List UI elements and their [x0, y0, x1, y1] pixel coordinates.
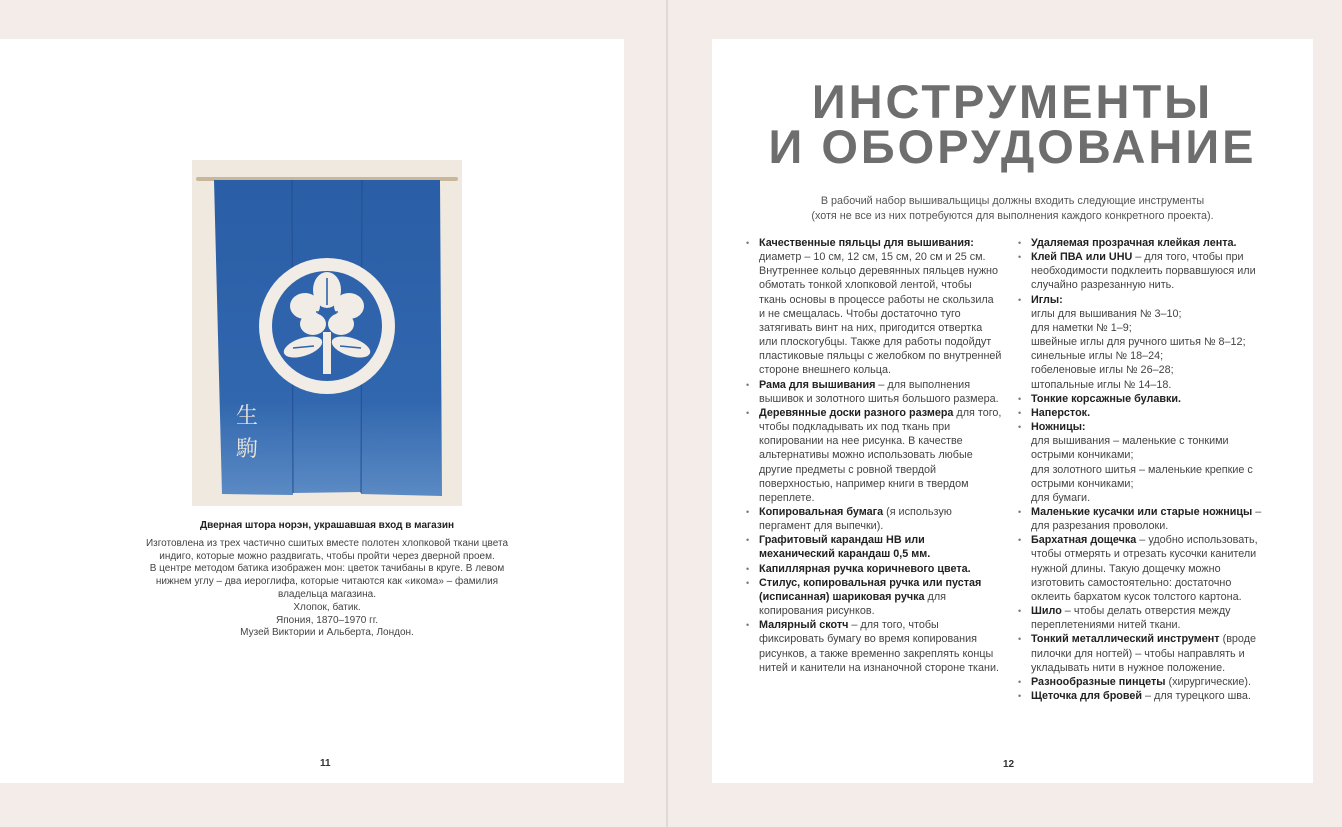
tool-name: Маленькие кусачки или старые ножницы — [1031, 505, 1253, 518]
caption-line: нижнем углу – два иероглифа, которые читаются как «икома» – фамилия — [155, 576, 499, 588]
tool-list-item — [1018, 406, 1274, 420]
caption-line: владельца магазина. — [277, 588, 376, 600]
tool-name: Наперсток. — [1031, 406, 1091, 419]
tool-description: – удобно использовать, чтобы отмерять и отрезать кусочки канители нужной длины. Такую дощечку можно изготовить самостоятельно: достаточно оклеить бархатом кусок толстого картона. — [1031, 534, 1258, 603]
page-number-right: 12 — [1003, 759, 1015, 770]
tool-list-item — [1018, 533, 1274, 604]
kanji-2: 駒 — [235, 437, 259, 462]
tool-list-item — [746, 406, 1002, 505]
tool-name: Удаляемая прозрачная клейкая лента. — [1031, 237, 1237, 249]
tool-description: (хирургические). — [1165, 675, 1252, 688]
tool-description: – для разрезания проволоки. — [1031, 505, 1262, 533]
tool-list-item — [1018, 505, 1274, 533]
tool-description: – для выполнения вышивок и золотного шитья большого размера. — [759, 378, 999, 405]
tool-name: Шило — [1031, 605, 1062, 618]
tool-description: диаметр – 10 см, 12 см, 15 см, 20 см и 25 см. Внутреннее кольцо деревянных пяльцев нужно обмотать тонкой хлопковой лентой, чтобы ткань основы в процессе работы не скользила и не смещалась. Чтобы достаточно туго затягивать винт на них, пригодится отвертка или плоскогубцы. Также для работы подойдут пластиковые пяльцы с желобком по внутренней стороне внешнего кольца. — [759, 251, 1002, 377]
tool-list-item — [746, 618, 1002, 675]
tool-subitem: синельные иглы № 18–24; — [1031, 350, 1164, 363]
tool-description: – для того, чтобы при необходимости подклеить порвавшуюся или случайно разрезанную нить. — [1031, 251, 1256, 292]
tool-name: Бархатная дощечка — [1031, 534, 1137, 547]
tools-list-right — [1018, 236, 1274, 703]
tool-list-item — [1018, 236, 1274, 250]
tool-name: Стилус, копировальная ручка или пустая (исписанная) шариковая ручка — [759, 576, 982, 603]
caption-title: Дверная штора норэн, украшавшая вход в магазин — [199, 520, 455, 531]
tool-description: – для турецкого шва. — [1142, 690, 1251, 702]
caption-line: Музей Виктории и Альберта, Лондон. — [240, 627, 414, 639]
tool-name: Иглы: — [1031, 293, 1063, 306]
tool-subitem: иглы для вышивания № 3–10; — [1031, 307, 1182, 320]
tool-list-item — [746, 533, 1002, 561]
tool-name: Клей ПВА или UHU — [1031, 251, 1133, 264]
tool-name: Качественные пяльцы для вышивания: — [759, 237, 974, 249]
tool-description: – чтобы делать отверстия между переплетениями нитей ткани. — [1031, 605, 1231, 632]
tool-list-item — [1018, 675, 1274, 689]
page-number-left: 11 — [320, 758, 331, 769]
tool-list-item — [746, 505, 1002, 533]
tool-list-item — [1018, 632, 1274, 674]
tool-list-item — [1018, 392, 1274, 406]
photo-caption — [100, 520, 554, 640]
tool-list-item — [746, 378, 1002, 406]
intro-text — [752, 194, 1273, 224]
tool-name: Тонкие корсажные булавки. — [1031, 392, 1182, 405]
tool-list-item — [1018, 293, 1274, 392]
tool-name: Графитовый карандаш HB или механический карандаш 0,5 мм. — [759, 534, 931, 561]
tool-description: (вроде пилочки для ногтей) – чтобы направлять и укладывать нити в нужное положение. — [1031, 633, 1257, 674]
tool-name: Малярный скотч — [759, 619, 849, 632]
noren-curtain-photo — [192, 160, 462, 506]
tool-list-item — [746, 236, 1002, 378]
caption-line: В центре методом батика изображен мон: цветок тачибаны в круге. В левом — [149, 563, 505, 575]
left-page — [0, 39, 624, 783]
caption-line: индиго, которые можно раздвигать, чтобы пройти через дверной проем. — [159, 550, 495, 562]
tool-description: – для того, чтобы фиксировать бумагу во время копирования рисунков, а также временно закреплять концы нитей и канители на изнаночной стороне ткани. — [759, 619, 1000, 674]
tool-subitem: для наметки № 1–9; — [1031, 321, 1132, 334]
caption-line: Хлопок, батик. — [293, 601, 361, 613]
intro-line-1: В рабочий набор вышивальщицы должны входить следующие инструменты — [820, 195, 1205, 207]
tool-name: Щеточка для бровей — [1031, 690, 1143, 702]
tool-name: Капиллярная ручка коричневого цвета. — [759, 562, 971, 575]
tool-name: Рама для вышивания — [759, 378, 876, 391]
tool-list-item — [746, 562, 1002, 576]
tool-list-item — [1018, 604, 1274, 632]
tool-description: для копирования рисунков. — [759, 590, 946, 618]
page-title — [712, 75, 1313, 173]
tool-name: Деревянные доски разного размера — [759, 406, 954, 419]
right-page — [712, 39, 1313, 783]
tool-description: (я использую пергамент для выпечки). — [759, 505, 952, 533]
tool-subitem: швейные иглы для ручного шитья № 8–12; — [1031, 336, 1246, 349]
tool-subitem: для золотного шитья – маленькие крепкие с острыми кончиками; — [1031, 463, 1253, 490]
caption-line: Япония, 1870–1970 гг. — [276, 614, 378, 626]
book-gutter — [666, 0, 668, 827]
tool-description: для того, чтобы подкладывать их под ткань при копировании на нее рисунка. В качестве альтернативы можно использовать любые другие предметы с ровной твердой поверхностью, например книги в твердом переплете. — [759, 406, 1002, 504]
kanji-1: 生 — [235, 404, 259, 429]
tool-subitem: штопальные иглы № 14–18. — [1031, 378, 1172, 391]
tools-list-left — [746, 236, 1002, 675]
tool-name: Разнообразные пинцеты — [1031, 675, 1166, 688]
tool-list-item — [746, 576, 1002, 618]
tool-name: Ножницы: — [1031, 421, 1086, 434]
caption-line: Изготовлена из трех частично сшитых вместе полотен хлопковой ткани цвета — [145, 537, 509, 549]
tool-name: Тонкий металлический инструмент — [1031, 633, 1220, 646]
tool-subitem: для вышивания – маленькие с тонкими острыми кончиками; — [1031, 435, 1229, 462]
tool-list-item — [1018, 420, 1274, 505]
tool-list-item — [1018, 250, 1274, 292]
tool-subitem: для бумаги. — [1031, 491, 1091, 504]
tool-subitem: гобеленовые иглы № 26–28; — [1031, 364, 1174, 377]
title-line-1: ИНСТРУМЕНТЫ — [811, 75, 1214, 128]
tool-list-item — [1018, 689, 1274, 703]
tool-name: Копировальная бумага — [759, 505, 884, 518]
intro-line-2: (хотя не все из них потребуются для выполнения каждого конкретного проекта). — [811, 210, 1214, 222]
title-line-2: И ОБОРУДОВАНИЕ — [768, 120, 1257, 173]
